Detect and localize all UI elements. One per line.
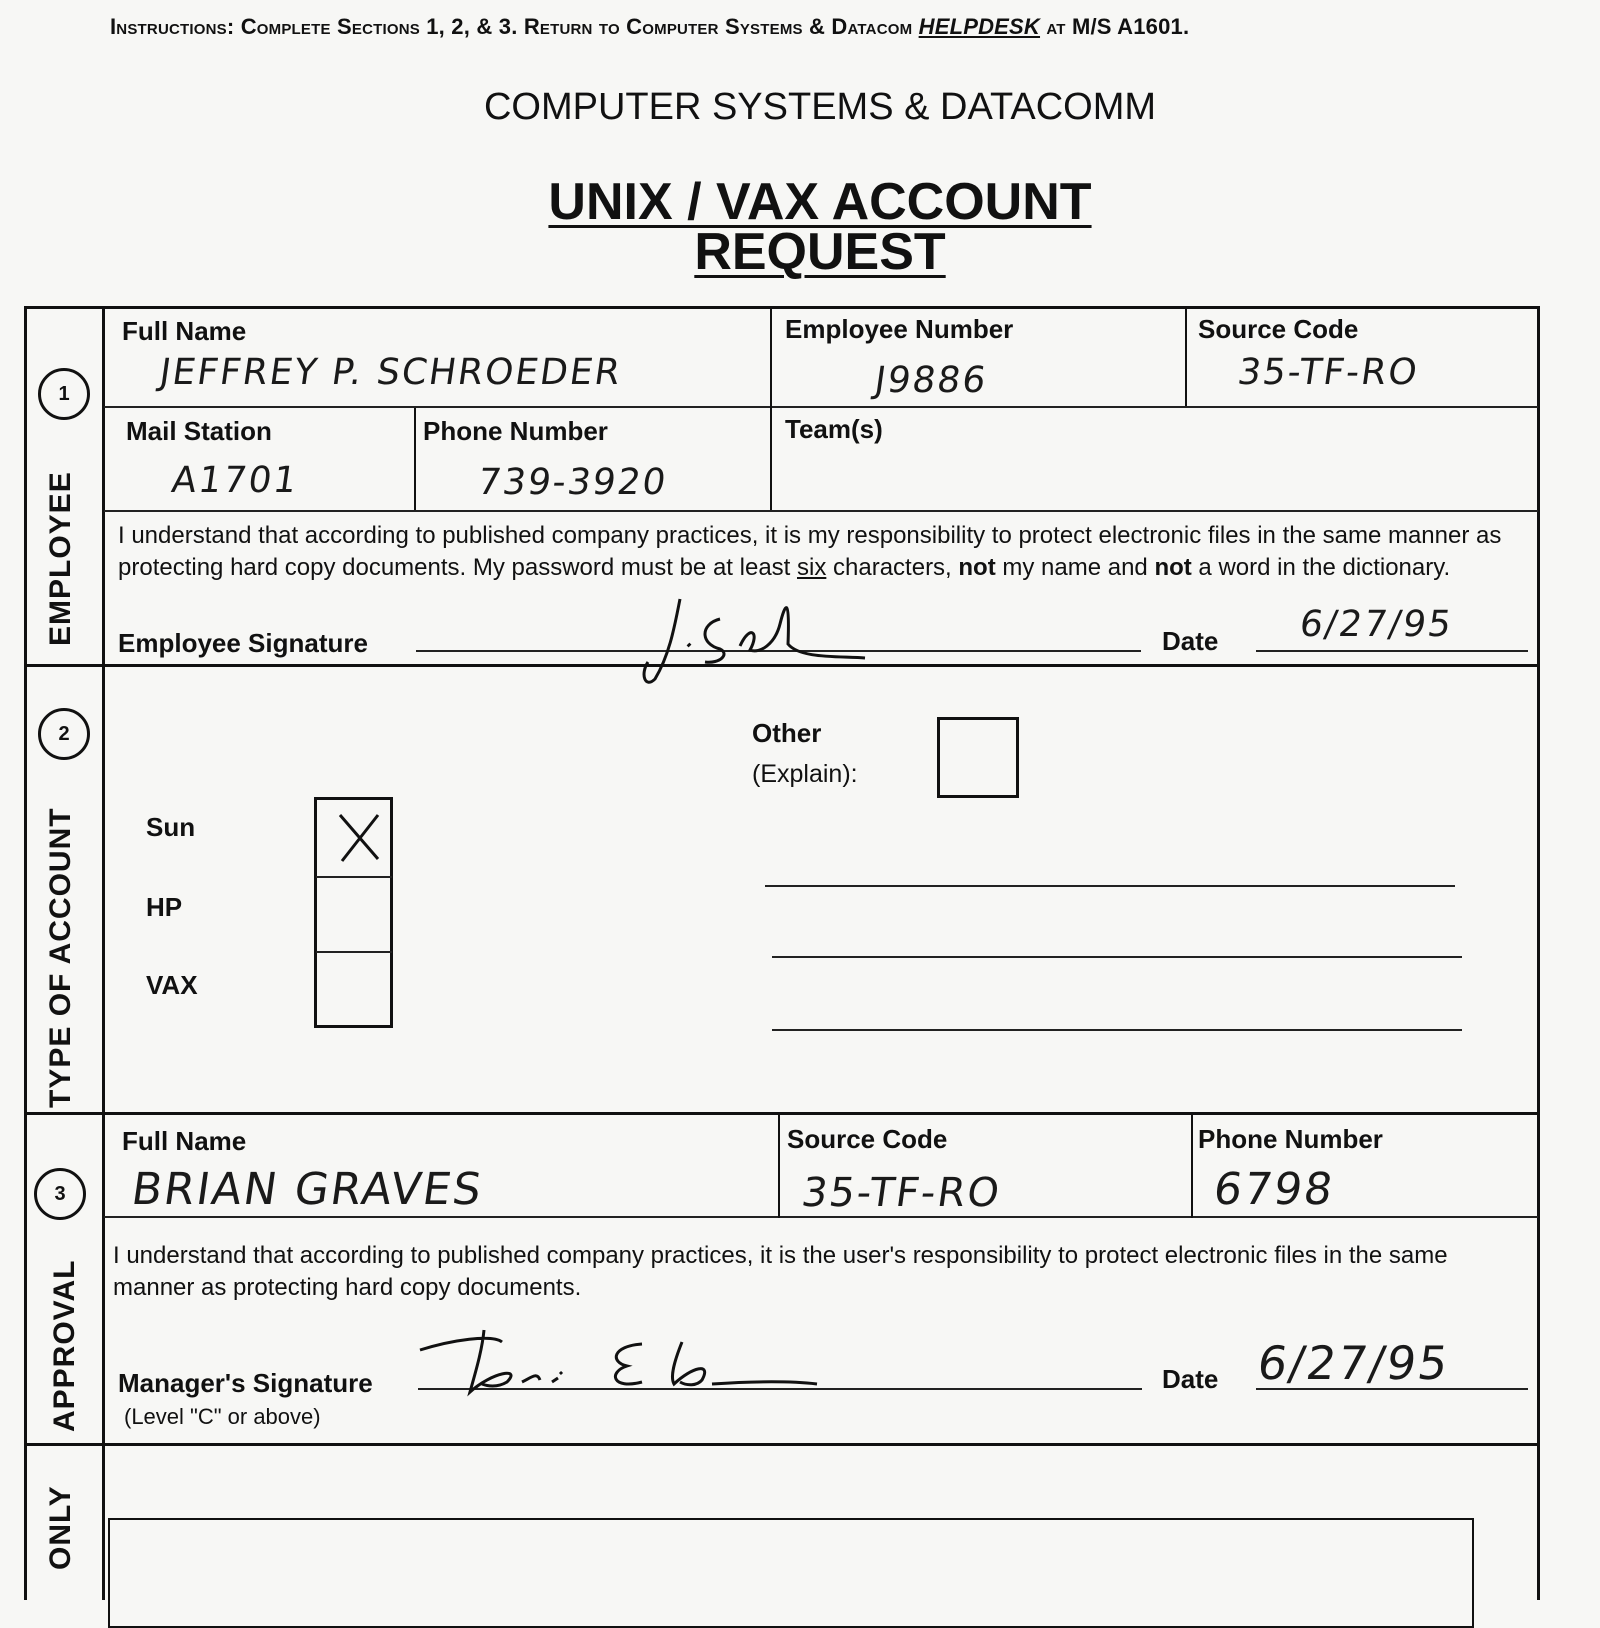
section-3-number: 3 (34, 1168, 86, 1220)
option-hp-label: HP (146, 892, 183, 922)
other-label: Other (752, 718, 822, 748)
form-title-line2: REQUEST (694, 223, 946, 281)
x-mark-icon (314, 797, 393, 876)
phone-number-field[interactable]: 739-3920 (475, 462, 671, 503)
source-code-label: Source Code (1198, 314, 1359, 344)
manager-source-code-field[interactable]: 35-TF-RO (798, 1170, 1005, 1216)
organization-title: COMPUTER SYSTEMS & DATACOMM (483, 86, 1157, 128)
employee-signature-label: Employee Signature (118, 628, 368, 658)
manager-phone-field[interactable]: 6798 (1210, 1164, 1338, 1215)
employee-date-field[interactable]: 6/27/95 (1297, 604, 1456, 645)
admin-use-box (108, 1518, 1474, 1628)
section-2-side-label: TYPE OF ACCOUNT (44, 807, 77, 1108)
section-1-number: 1 (38, 368, 90, 420)
employee-statement: I understand that according to published company practices, it is my responsibility to protect electronic files in the same manner as protecting hard copy documents. My password must be at least six characters, not my name and not a word in the dictionary. (118, 522, 1502, 581)
phone-number-label: Phone Number (423, 416, 608, 446)
manager-date-field[interactable]: 6/27/95 (1254, 1336, 1454, 1390)
manager-phone-label: Phone Number (1198, 1124, 1383, 1154)
employee-number-label: Employee Number (785, 314, 1014, 344)
instructions-body: Complete Sections 1, 2, & 3. Return to Computer Systems & Datacom (240, 14, 913, 39)
explain-line-1[interactable] (765, 885, 1455, 887)
source-code-field[interactable]: 35-TF-RO (1235, 352, 1422, 393)
employee-number-field[interactable]: J9886 (872, 360, 991, 401)
manager-date-label: Date (1162, 1364, 1219, 1394)
instructions-lead: Instructions: (110, 14, 235, 39)
explain-line-3[interactable] (772, 1029, 1462, 1031)
vax-checkbox[interactable] (314, 953, 393, 1028)
manager-source-code-label: Source Code (787, 1124, 948, 1154)
other-explain-label: (Explain): (752, 760, 858, 788)
full-name-label: Full Name (122, 316, 247, 346)
manager-statement: I understand that according to published company practices, it is the user's responsibility to protect electronic files in the same manner as protecting hard copy documents. (113, 1242, 1448, 1301)
other-checkbox[interactable] (937, 717, 1019, 798)
sun-checkbox[interactable] (314, 797, 393, 876)
mail-station-field[interactable]: A1701 (169, 460, 302, 501)
section-1-side-label: EMPLOYEE (44, 471, 77, 646)
manager-full-name-label: Full Name (122, 1126, 247, 1156)
manager-full-name-field[interactable]: BRIAN GRAVES (128, 1164, 487, 1215)
employee-date-line (1256, 650, 1528, 652)
option-sun-label: Sun (146, 812, 196, 842)
instructions-tail: at M/S A1601. (1046, 14, 1190, 39)
instructions (110, 14, 1189, 40)
manager-signature-icon (412, 1322, 832, 1402)
manager-signature-sublabel: (Level "C" or above) (124, 1404, 321, 1429)
section-2-number: 2 (38, 708, 90, 760)
full-name-field[interactable]: JEFFREY P. SCHROEDER (157, 352, 625, 393)
section-3-side-label: APPROVAL (48, 1259, 81, 1432)
teams-label: Team(s) (785, 414, 883, 444)
employee-date-label: Date (1162, 626, 1219, 656)
helpdesk-text: HELPDESK (918, 14, 1041, 39)
section-4-side-label: ONLY (44, 1485, 77, 1570)
mail-station-label: Mail Station (126, 416, 272, 446)
option-vax-label: VAX (146, 970, 198, 1000)
employee-signature-icon (600, 584, 900, 694)
explain-line-2[interactable] (772, 956, 1462, 958)
hp-checkbox[interactable] (314, 878, 393, 951)
manager-signature-label: Manager's Signature (118, 1368, 373, 1398)
form-title-line1: UNIX / VAX ACCOUNT (548, 173, 1092, 231)
